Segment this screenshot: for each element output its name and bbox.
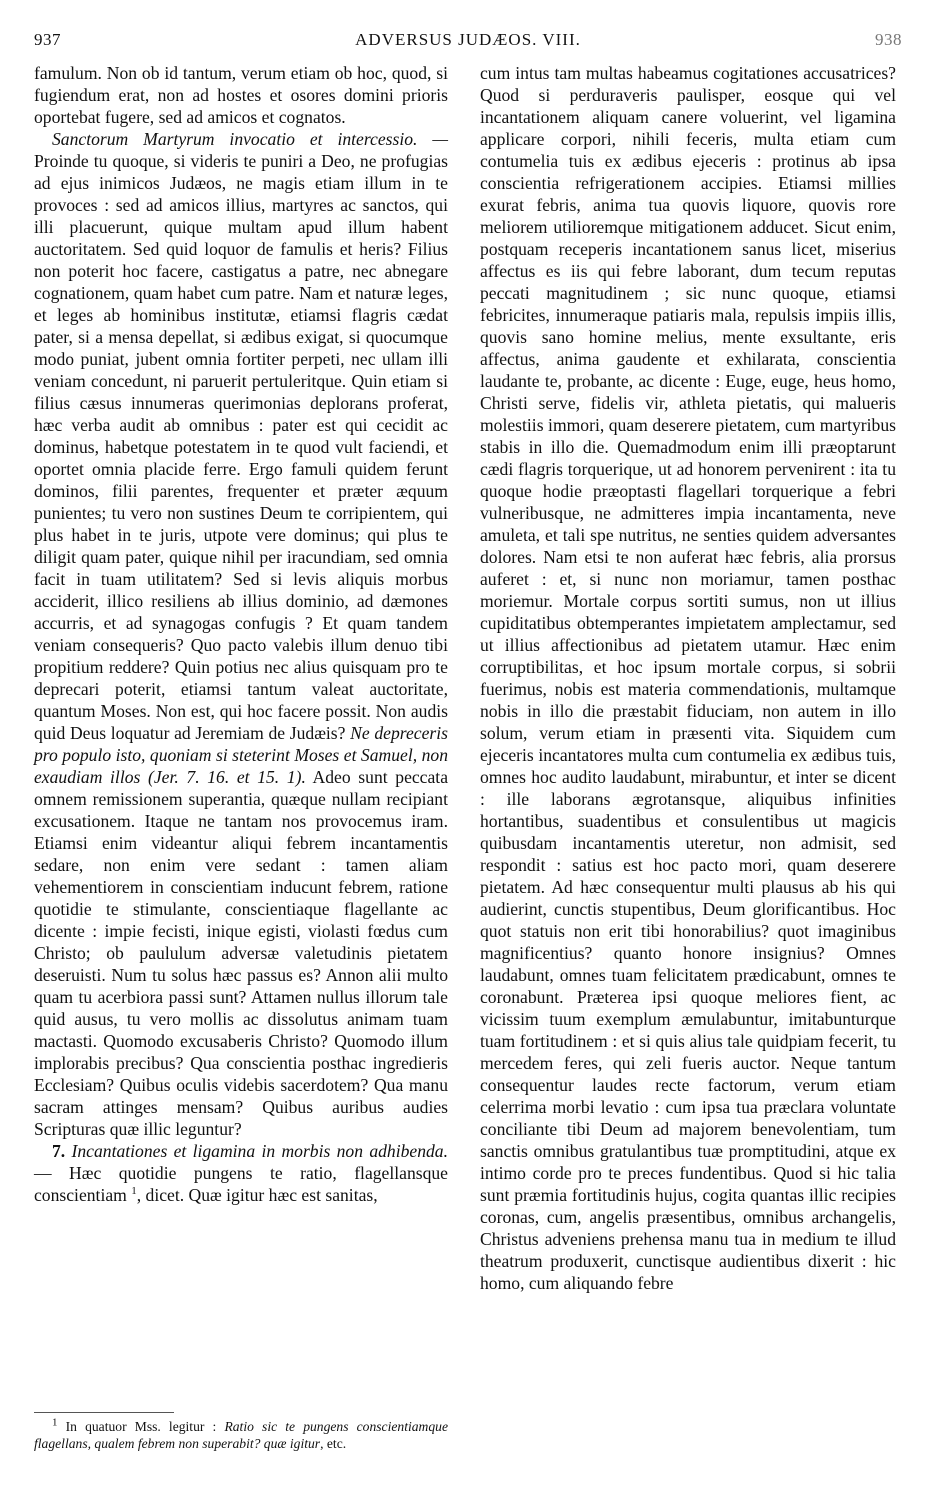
- paragraph: [34, 128, 448, 1140]
- paragraph: cum intus tam multas habeamus cogitationes accusatrices? Quod si perduraveris paulisper, eosque qui vel incantationem aliquam canere voluerint, vel ligamina applicare corpori, nihili feceris, multa etiam cum contumelia tuis ex ædibus ejeceris : protinus ab ipsa conscientia refrigerationem accipies. Etiamsi millies exurat febris, anima tua quovis liquore, quovis rore meliorem utilioremque mitigationem adducet. Sicut enim, postquam receperis incantationem sanus licet, miserius affectus es iis qui febre laborant, dum tecum reputas peccati magnitudinem ; sic nunc quoque, etiamsi febricites, innumeraque patiaris mala, repulsis impiis illis, quovis sano homine melius, mente exsultante, eris affectus, anima gaudente et exhilarata, conscientia laudante te, probante, ac dicente : Euge, euge, heus homo, Christi serve, fidelis vir, athleta pietatis, qui malueris molestiis immori, quam deserere pietatem, cum martyribus stabis in illo die. Quemadmodum enim illi præoptarunt cædi flagris torquerique, ut ad honorem pervenirent : ita tu quoque hodie præoptasti flagellari torquerique a febri vulneribusque, ne admitteres impia incantamenta, neve amuleta, et tali spe nutritus, ne senties quidem adversantes dolores. Nam etsi te non auferat hæc febris, alia prorsus auferet : et, si nunc non moriamur, tamen posthac moriemur. Mortale corpus sortiti sumus, non ut illius cupiditatibus obtemperantes impietatem amplectamur, sed ut illius affectionibus ad pietatem utamur. Hæc enim corruptibilitas, et hoc ipsum mortale corpus, si sobrii fuerimus, nobis est materia commendationis, multamque nobis in illo die præstabit fiduciam, non autem in illo solum, verum etiam in præsenti vita. Siquidem cum ejeceris incantatores multa cum contumelia ex ædibus tuis, omnes hoc audito laudabunt, mirabuntur, et inter se dicent : ille laborans ægrotansque, aliquibus infinities hortantibus, suadentibus et consulentibus ut magicis quibusdam incantamentis uteretur, non admisit, sed respondit : satius est hoc pacto mori, quam deserere pietatem. Ad hæc consequentur multi plausus ab his qui audierint, cunctis stupentibus, Deum glorificantibus. Hoc quot statuis non erit tibi honorabilius? quot imaginibus magnificentius? quanto honore insignius? Omnes laudabunt, omnes tuam felicitatem prædicabunt, omnes te coronabunt. Præterea ipsi quoque meliores fient, ac vicissim tuum exemplum æmulabuntur, imitabunturque tuam fortitudinem : et si quis alius tale quidpiam fecerit, tu mercedem feres, qui zeli fueris auctor. Neque tantum consequentur laudes recte factorum, verum etiam celerrima morbi levatio : cum ipsa tua præclara voluntate conciliante tibi Deum ad majorem benevolentiam, tum sanctis omnibus gratulantibus tuæ promptitudini, atque ex intimo corde pro te preces fundentibus. Quod si hic talia sunt præmia fortitudinis hujus, cogita quantas illic recipies coronas, cum, angelis præsentibus, omnibus archangelis, Christus adveniens prehensa manu tua in medium te illud theatrum produxerit, cunctisque audientibus dixerit : hic homo, cum aliquando febre: [480, 63, 896, 1293]
- footnote-lead: In quatuor Mss. legitur :: [57, 1419, 225, 1434]
- running-header: [34, 30, 902, 56]
- footnote-marker: 1: [131, 1185, 137, 1198]
- scripture-quote: Ne depreceris pro populo isto, quoniam si steterint Moses et Samuel, non exaudiam illos: [34, 723, 448, 787]
- section-heading: Incantationes et ligamina in morbis non adhibenda.: [71, 1141, 448, 1161]
- footnote-rule: [34, 1412, 174, 1413]
- page-number-left: 937: [34, 30, 61, 49]
- section-heading: Sanctorum Martyrum invocatio et intercessio. —: [52, 129, 448, 149]
- heading-dash: —: [34, 1163, 52, 1183]
- footnote-number: 1: [52, 1416, 58, 1429]
- running-title: ADVERSUS JUDÆOS. VIII.: [355, 30, 581, 49]
- paragraph: [34, 1140, 448, 1206]
- paragraph-text: Proinde tu quoque, si videris te puniri a Deo, ne profugias ad ejus inimicos Judæos, ne magis etiam illum in te provoces : sed ad amicos illius, martyres ac sanctos, qui illi placuerunt, quique multam apud illum habent auctoritatem. Sed quid loquor de famulis et heris? Filius non poterit hoc facere, castigatus a patre, nec abnegare cognationem, quam habet cum patre. Nam et naturæ leges, et leges ab hominibus institutæ, etiamsi flagris cædat pater, si a mensa depellat, si ædibus exigat, si quocumque modo puniat, jubent omnia fortiter perpeti, nec ullam illi veniam concedunt, ni paruerit pertuleritque. Quin etiam si filius cæsus innumeras querimonias deplorans proferat, hæc verba audit ab omnibus : pater est qui cecidit ac dominus, habetque potestatem in te quod vult faciendi, et oportet omnia placide ferre. Ergo famuli quidem ferunt dominos, filii parentes, frequenter et præter æquum punientes; tu vero non sustines Deum te corripientem, qui plus habet in te juris, utpote vere dominus; qui plus te diligit quam pater, quique nihil per iracundiam, sed omnia facit in tuam utilitatem? Sed si levis aliquis morbus acciderit, illico resiliens ab illius dominio, ad dæmones accurris, et ad synagogas confugis ? Et quam tandem veniam consequeris? Quo pacto valebis illum denuo tibi propitium reddere? Quin potius nec alius quisquam pro te deprecari poterit, etiamsi tantum valeat auctoritate, quantum Moses. Non est, qui hoc facere possit. Non audis quid Deus loquatur ad Jeremiam de Judæis?: [34, 151, 448, 743]
- left-column: [34, 62, 448, 1206]
- paragraph: famulum. Non ob id tantum, verum etiam ob hoc, quod, si fugiendum erat, non ad hostes et osores domini prioris oportebat fugere, sed ad amicos et cognatos.: [34, 63, 448, 127]
- footnote-tail: , etc.: [320, 1436, 347, 1451]
- paragraph-text: Hæc quotidie pungens te ratio, flagellansque conscientiam: [34, 1163, 448, 1205]
- section-number: 7.: [52, 1141, 66, 1161]
- paragraph-text: , dicet. Quæ igitur hæc est sanitas,: [136, 1185, 378, 1205]
- paragraph-text: Adeo sunt peccata omnem remissionem superantia, quæque nullam recipiant excusationem. Itaque ne tantam nos provocemus iram. Etiamsi enim videantur aliqui febrem incantamentis sedare, non enim vere sedant : tamen aliam vehementiorem in conscientiam inducunt febrem, ratione quotidie te stimulante, conscientiaque flagellante ac dicente : impie fecisti, inique egisti, violasti fœdus cum Christo; ob paululum adversæ valetudinis pietatem deseruisti. Num tu solus hæc passus es? Annon alii multo quam tu acerbiora passi sunt? Attamen nullus illorum tale quid ausus, tu vero mollis ac dissolutus animam tuam mactasti. Quomodo excusaberis Christo? Quomodo illum implorabis precibus? Qua conscientia posthac ingredieris Ecclesiam? Quibus oculis videbis sacerdotem? Qua manu sacram attinges mensam? Quibus auribus audies Scripturas quæ illic leguntur?: [34, 767, 448, 1139]
- scripture-reference: (Jer. 7. 16. et 15. 1).: [140, 767, 306, 787]
- right-column: [480, 62, 896, 1294]
- footnote-quote: Ratio sic te pungens conscientiamque flagellans, qualem febrem non superabit? quæ igitur: [34, 1419, 448, 1451]
- footnote: [34, 1418, 448, 1452]
- page-number-right: 938: [875, 30, 902, 49]
